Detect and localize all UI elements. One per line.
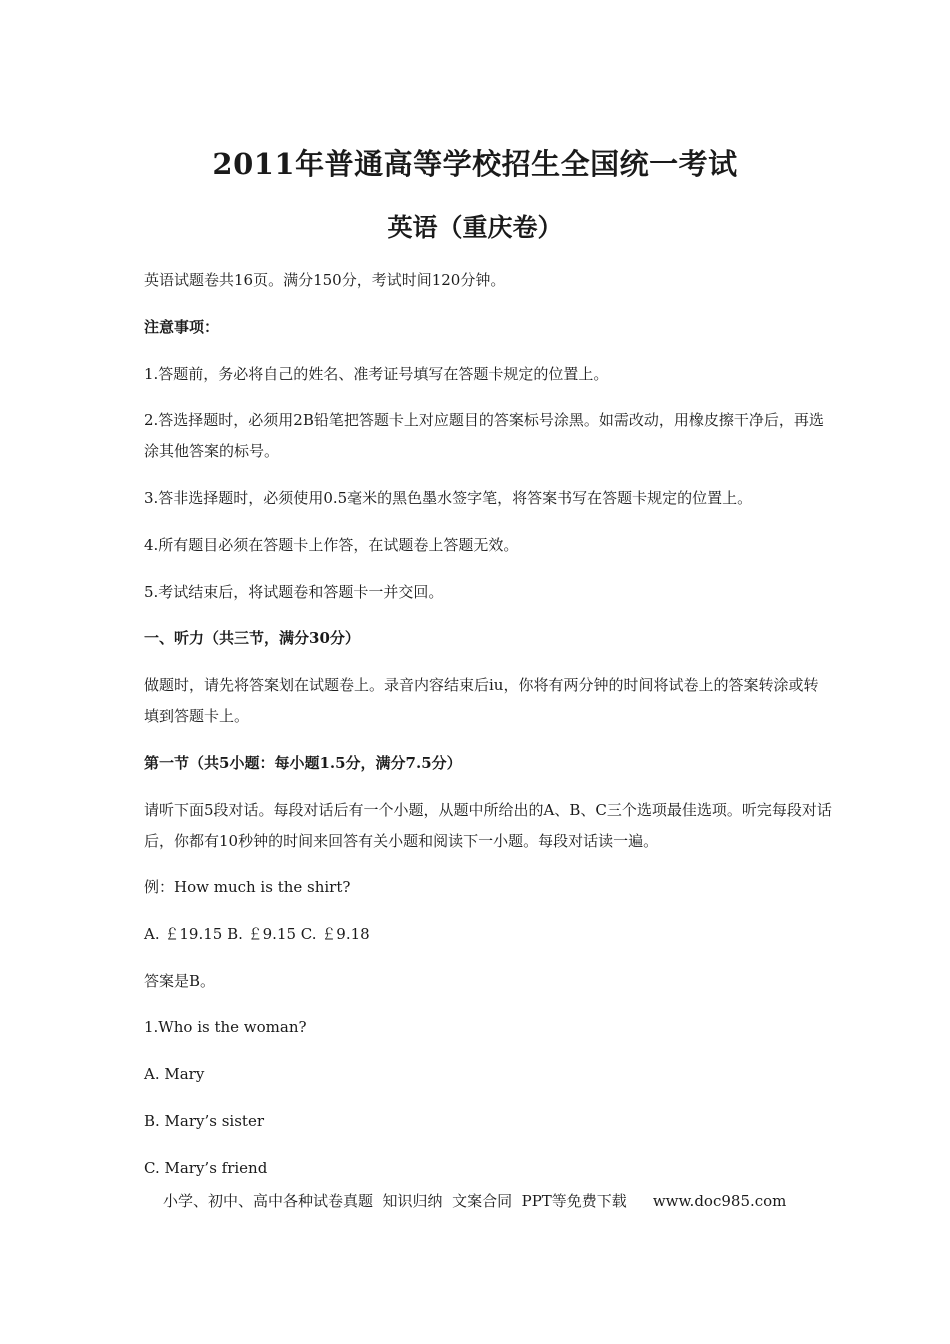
intro-text: 英语试题卷共16页。满分150分，考试时间120分钟。 [144, 271, 506, 289]
notice-heading: 注意事项： [144, 318, 220, 336]
example-question: 例：How much is the shirt? [144, 878, 351, 896]
notice-item-4: 4.所有题目必须在答题卡上作答，在试题卷上答题无效。 [144, 536, 519, 554]
page-title: 2011年普通高等学校招生全国统一考试 [212, 147, 738, 181]
part1-heading: 一、听力（共三节，满分30分） [144, 629, 360, 647]
footer-url[interactable]: www.doc985.com [652, 1192, 787, 1210]
question-1-option-c: C. Mary’s friend [144, 1159, 268, 1177]
example-answer: 答案是B。 [144, 972, 216, 990]
question-1-stem: 1.Who is the woman? [144, 1018, 307, 1036]
section1-instructions: 请听下面5段对话。每段对话后有一个小题，从题中所给出的A、B、C三个选项最佳选项。听完每段对话后，你都有10秒钟的时间来回答有关小题和阅读下一小题。每段对话读一遍。 [144, 801, 832, 850]
question-1-option-b: B. Mary’s sister [144, 1112, 265, 1130]
notice-item-1: 1.答题前，务必将自己的姓名、准考证号填写在答题卡规定的位置上。 [144, 365, 609, 383]
footer-text: 小学、初中、高中各种试卷真题 知识归纳 文案合同 PPT等免费下载 [163, 1192, 627, 1210]
section1-heading: 第一节（共5小题：每小题1.5分，满分7.5分） [144, 754, 462, 772]
notice-item-3: 3.答非选择题时，必须使用0.5毫米的黑色墨水签字笔，将答案书写在答题卡规定的位置上。 [144, 489, 753, 507]
part1-instructions: 做题时，请先将答案划在试题卷上。录音内容结束后iu，你将有两分钟的时间将试卷上的答案转涂或转填到答题卡上。 [144, 676, 819, 725]
question-1-option-a: A. Mary [144, 1065, 205, 1083]
page-footer [163, 1190, 786, 1211]
example-options: A. ￡19.15 B. ￡9.15 C. ￡9.18 [144, 925, 370, 943]
notice-item-5: 5.考试结束后，将试题卷和答题卡一并交回。 [144, 583, 444, 601]
page-subtitle: 英语（重庆卷） [387, 213, 563, 242]
notice-item-2: 2.答选择题时，必须用2B铅笔把答题卡上对应题目的答案标号涂黑。如需改动，用橡皮擦干净后，再选涂其他答案的标号。 [144, 411, 824, 460]
